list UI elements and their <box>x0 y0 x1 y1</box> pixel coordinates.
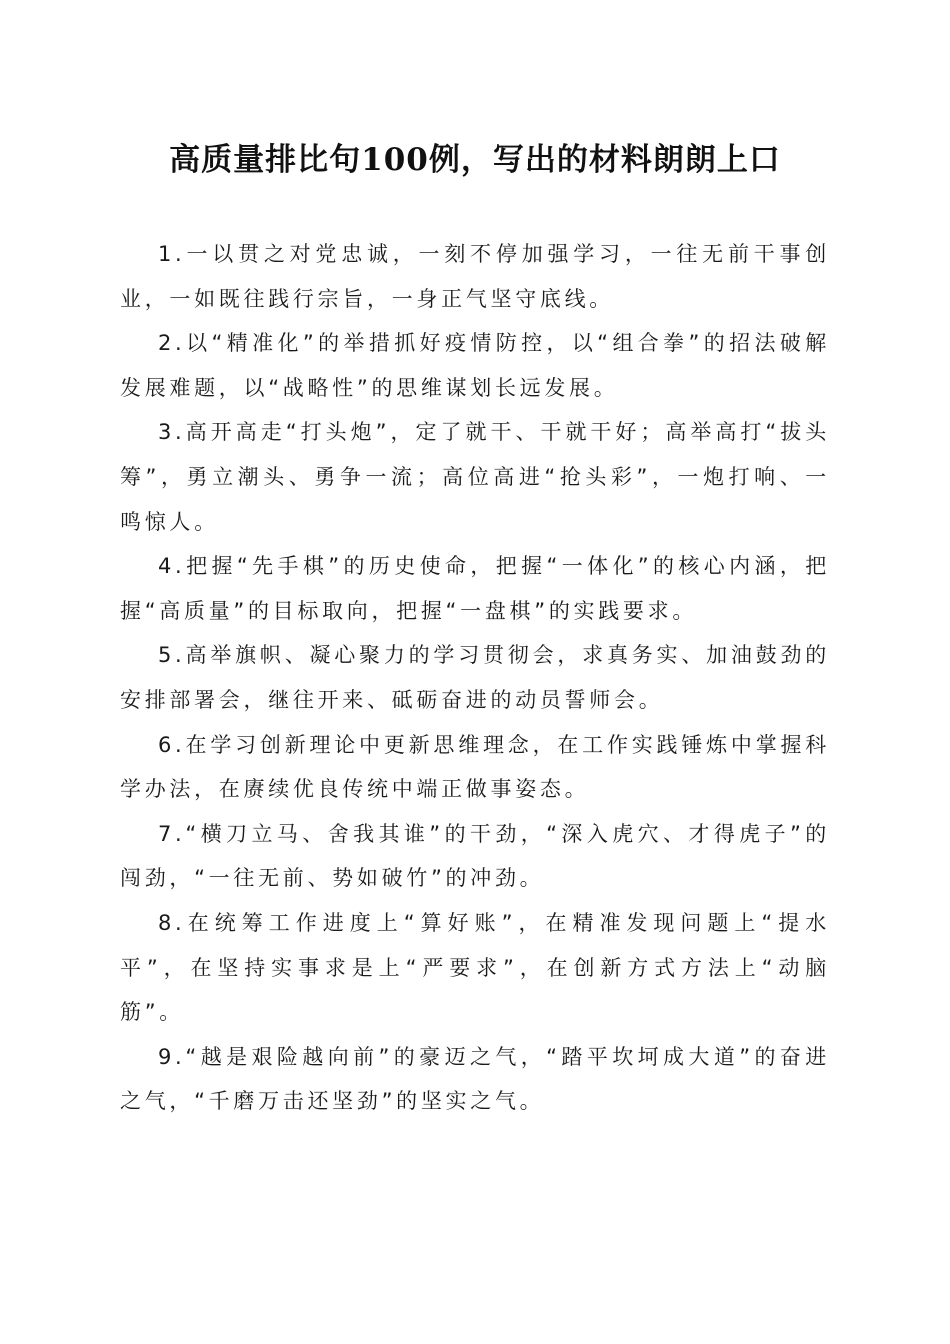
paragraph-6: 6.在学习创新理论中更新思维理念，在工作实践锤炼中掌握科学办法，在赓续优良传统中端正做事姿态。 <box>120 732 830 802</box>
document-title: 高质量排比句100例，写出的材料朗朗上口 <box>169 142 781 178</box>
paragraph-3: 3.高开高走“打头炮”，定了就干、干就干好；高举高打“拔头筹”，勇立潮头、勇争一流；高位高进“抢头彩”，一炮打响、一鸣惊人。 <box>120 420 830 534</box>
paragraph-9: 9.“越是艰险越向前”的豪迈之气，“踏平坎坷成大道”的奋进之气，“千磨万击还坚劲”的坚实之气。 <box>120 1044 830 1114</box>
paragraph-7: 7.“横刀立马、舍我其谁”的干劲，“深入虎穴、才得虎子”的闯劲，“一往无前、势如破竹”的冲劲。 <box>120 821 830 891</box>
paragraph-2: 2.以“精准化”的举措抓好疫情防控，以“组合拳”的招法破解发展难题，以“战略性”的思维谋划长远发展。 <box>120 331 830 400</box>
paragraph-8: 8.在统筹工作进度上“算好账”，在精准发现问题上“提水平”，在坚持实事求是上“严要求”，在创新方式方法上“动脑筋”。 <box>120 910 830 1025</box>
document-body <box>120 232 830 1124</box>
paragraph-4: 4.把握“先手棋”的历史使命，把握“一体化”的核心内涵，把握“高质量”的目标取向，把握“一盘棋”的实践要求。 <box>120 554 830 623</box>
paragraph-5: 5.高举旗帜、凝心聚力的学习贯彻会，求真务实、加油鼓劲的安排部署会，继往开来、砥砺奋进的动员誓师会。 <box>120 643 830 712</box>
paragraph-1: 1.一以贯之对党忠诚，一刻不停加强学习，一往无前干事创业，一如既往践行宗旨，一身正气坚守底线。 <box>120 242 830 311</box>
